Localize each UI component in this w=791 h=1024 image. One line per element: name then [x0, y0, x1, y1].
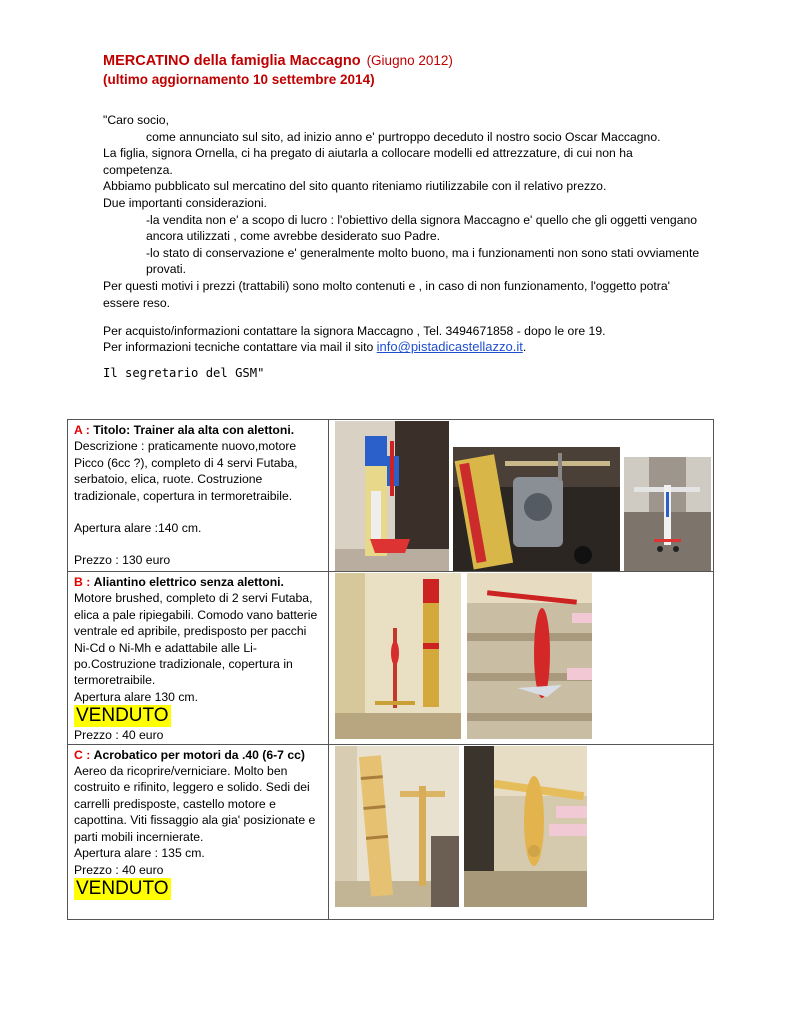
signature: Il segretario del GSM": [103, 366, 265, 380]
item-code: A :: [74, 423, 90, 437]
sold-badge: VENDUTO: [76, 705, 169, 727]
item-body: Aereo da ricoprire/verniciare. Molto ben costruito e rifinito, leggero e solido. Sedi dei carrelli predisposte, castello motore e capottina. Viti fissaggio ala gia' posizionate e parti mobili incernierate.: [74, 764, 316, 844]
item-title: Acrobatico per motori da .40 (6-7 cc): [93, 747, 305, 762]
letter-greeting: "Caro socio,: [103, 113, 169, 127]
photo-glider-standing: [335, 573, 461, 739]
item-title: Titolo: Trainer ala alta con alettoni.: [93, 423, 295, 437]
photo-trainer-standing: [335, 421, 449, 571]
items-table: [67, 419, 714, 920]
item-price: Prezzo : 40 euro: [74, 728, 164, 743]
item-span: Apertura alare : 135 cm.: [74, 846, 205, 861]
header: [103, 53, 453, 87]
letter: [103, 112, 703, 311]
item-price: Prezzo : 40 euro: [74, 862, 164, 877]
item-body: Motore brushed, completo di 2 servi Futaba, elica a pale ripiegabili. Comodo vano batterie ventrale ed apribile, predisposto per pacchi Ni-Cd o Ni-Mh e adattabile alle Li-po.Costruzione tradizionale, copertura in termoretraibile.: [74, 591, 318, 688]
item-title: Aliantino elettrico senza alettoni.: [93, 575, 284, 589]
item-description: [68, 572, 329, 745]
sold-badge: VENDUTO: [76, 877, 169, 899]
table-row: [68, 420, 714, 572]
item-photos: [329, 744, 714, 919]
item-price: Prezzo : 130 euro: [74, 553, 171, 568]
contact-email-text: Per informazioni tecniche contattare via mail il sito: [103, 340, 377, 355]
table-row: [68, 744, 714, 919]
item-description: [68, 420, 329, 572]
item-body: Descrizione : praticamente nuovo,motore Picco (6cc ?), completo di 4 servi Futaba, serbatoio, elica, ruote. Costruzione tradizionale, copertura in termoretraibile.: [74, 439, 298, 503]
letter-point: -lo stato di conservazione e' generalmente molto buono, ma i funzionamenti non sono stati ovviamente provati.: [146, 245, 700, 277]
page-title-text: MERCATINO della famiglia Maccagno: [103, 53, 361, 69]
email-link[interactable]: info@pistadicastellazzo.it: [376, 339, 523, 355]
item-photos: [329, 420, 714, 572]
item-photos: [329, 572, 714, 745]
letter-paragraph: Per questi motivi i prezzi (trattabili) sono molto contenuti e , in caso di non funzionamento, l'oggetto potra' essere reso.: [103, 278, 670, 310]
letter-paragraph: come annunciato sul sito, ad inizio anno e' purtroppo deceduto il nostro socio Oscar Maccagno.: [146, 129, 661, 144]
letter-point: -la vendita non e' a scopo di lucro : l'obiettivo della signora Maccagno e' quello che gli oggetti vengano ancora utilizzati , come avrebbe desiderato suo Padre.: [146, 212, 698, 244]
item-description: [68, 744, 329, 919]
page-date: (Giugno 2012): [366, 53, 453, 68]
contact-email-end: .: [522, 340, 527, 355]
photo-aerobatic-frame: [335, 746, 459, 907]
contact-info: [103, 323, 723, 356]
photo-trainer-engine: [453, 447, 620, 571]
contact-phone: Per acquisto/informazioni contattare la signora Maccagno , Tel. 3494671858 - dopo le ore 19.: [103, 324, 606, 338]
letter-paragraph: La figlia, signora Ornella, ci ha pregato di aiutarla a collocare modelli ed attrezzature, di cui non ha competenza.: [103, 146, 633, 177]
item-span: Apertura alare 130 cm.: [74, 689, 198, 704]
photo-glider-stairs: [467, 573, 592, 739]
table-row: [68, 572, 714, 745]
photo-trainer-floor: [624, 457, 711, 571]
contact-email-line: [103, 339, 723, 355]
photo-aerobatic-held: [464, 746, 587, 907]
letter-paragraph: Due importanti considerazioni.: [103, 195, 267, 210]
page-title: [103, 53, 453, 69]
item-code: C :: [74, 747, 91, 762]
item-span: Apertura alare :140 cm.: [74, 521, 202, 536]
item-code: B :: [74, 575, 91, 589]
last-update: (ultimo aggiornamento 10 settembre 2014): [103, 72, 375, 87]
letter-paragraph: Abbiamo pubblicato sul mercatino del sito quanto riteniamo riutilizzabile con il relativo prezzo.: [103, 179, 607, 194]
